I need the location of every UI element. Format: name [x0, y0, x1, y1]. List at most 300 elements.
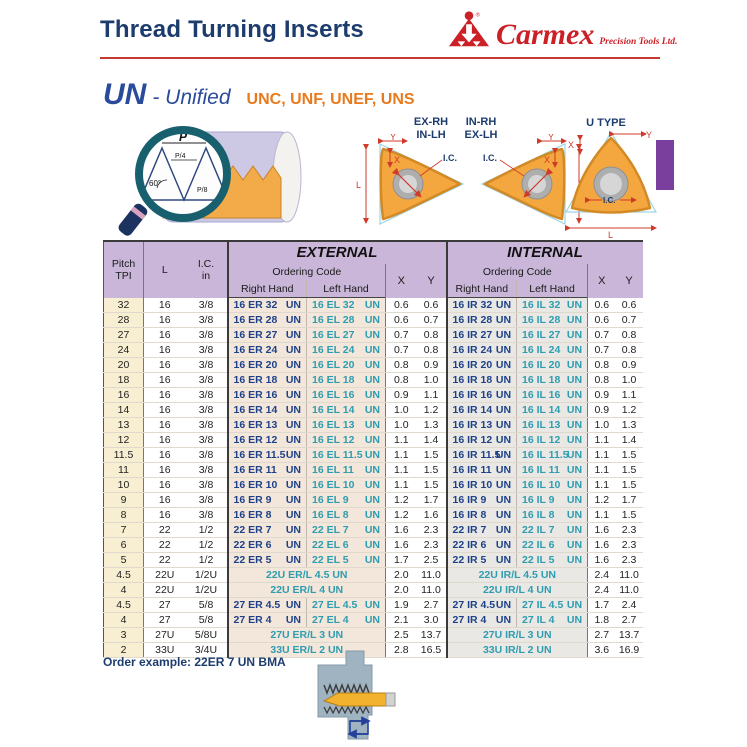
int-rh-code: 16 IR 12 UN [447, 433, 517, 448]
ext-lh-code: 16 EL 13 UN [307, 418, 386, 433]
pitch-cell: 11 [104, 463, 144, 478]
svg-text:I.C.: I.C. [443, 153, 458, 163]
ext-lh-code: 16 EL 12 UN [307, 433, 386, 448]
int-merged-code: 27U IR/L 3 UN [447, 628, 588, 643]
ext-ordering-code-header: Ordering Code [228, 264, 386, 280]
insert1-label: EX-RH IN-LH [413, 116, 449, 141]
ext-rh-code: 22 ER 5 UN [228, 553, 307, 568]
ic-cell: 1/2U [186, 583, 228, 598]
threading-operation-illustration [310, 645, 410, 745]
int-ordering-code-header: Ordering Code [447, 264, 588, 280]
svg-text:60°: 60° [149, 179, 162, 188]
int-x-cell: 1.1 [588, 478, 616, 493]
int-x-header: X [588, 264, 616, 298]
pitch-cell: 4 [104, 613, 144, 628]
ext-merged-code: 22U ER/L 4 UN [228, 583, 386, 598]
page-tab-marker [656, 140, 674, 190]
int-lh-code: 16 IL 13 UN [517, 418, 588, 433]
l-cell: 16 [144, 478, 186, 493]
ext-y-cell: 0.7 [417, 313, 447, 328]
ext-rh-code: 16 ER 9 UN [228, 493, 307, 508]
svg-text:I.C.: I.C. [603, 196, 616, 205]
ext-x-cell: 0.7 [386, 343, 417, 358]
pitch-cell: 24 [104, 343, 144, 358]
ext-x-cell: 1.6 [386, 538, 417, 553]
pitch-cell: 5 [104, 553, 144, 568]
pitch-cell: 6 [104, 538, 144, 553]
ext-x-cell: 1.1 [386, 433, 417, 448]
ext-x-cell: 1.0 [386, 418, 417, 433]
pitch-cell: 18 [104, 373, 144, 388]
ext-lh-code: 16 EL 11 UN [307, 463, 386, 478]
int-y-cell: 1.4 [616, 433, 643, 448]
pitch-cell: 4.5 [104, 598, 144, 613]
int-x-cell: 1.1 [588, 463, 616, 478]
l-cell: 16 [144, 298, 186, 313]
ext-lh-code: 16 EL 9 UN [307, 493, 386, 508]
int-y-cell: 0.9 [616, 358, 643, 373]
int-y-cell: 1.5 [616, 508, 643, 523]
ic-cell: 3/8 [186, 403, 228, 418]
int-rh-code: 22 IR 7 UN [447, 523, 517, 538]
int-y-cell: 0.8 [616, 328, 643, 343]
int-x-cell: 2.7 [588, 628, 616, 643]
int-rh-code: 27 IR 4.5 UN [447, 598, 517, 613]
int-y-cell: 0.8 [616, 343, 643, 358]
l-cell: 16 [144, 433, 186, 448]
svg-text:X: X [394, 155, 401, 165]
ic-cell: 1/2 [186, 523, 228, 538]
ic-cell: 3/4U [186, 643, 228, 658]
svg-text:P: P [179, 130, 188, 144]
ext-y-cell: 1.5 [417, 448, 447, 463]
ext-x-header: X [386, 264, 417, 298]
ext-y-cell: 1.5 [417, 463, 447, 478]
l-cell: 16 [144, 328, 186, 343]
ic-cell: 1/2 [186, 538, 228, 553]
ext-merged-code: 33U ER/L 2 UN [228, 643, 386, 658]
int-rh-code: 16 IR 27 UN [447, 328, 517, 343]
ext-lh-code: 16 EL 14 UN [307, 403, 386, 418]
ic-cell: 3/8 [186, 343, 228, 358]
int-x-cell: 2.4 [588, 568, 616, 583]
int-y-cell: 2.3 [616, 523, 643, 538]
ext-rh-code: 16 ER 11.5 UN [228, 448, 307, 463]
ic-cell: 3/8 [186, 313, 228, 328]
ext-x-cell: 2.8 [386, 643, 417, 658]
ext-x-cell: 0.7 [386, 328, 417, 343]
l-cell: 22 [144, 553, 186, 568]
ext-rh-code: 16 ER 12 UN [228, 433, 307, 448]
insert2-label: IN-RH EX-LH [464, 116, 498, 141]
ic-cell: 3/8 [186, 463, 228, 478]
int-right-hand-header: Right Hand [447, 280, 517, 298]
brand-name: Carmex [496, 18, 595, 51]
ext-rh-code: 16 ER 20 UN [228, 358, 307, 373]
ext-x-cell: 0.8 [386, 358, 417, 373]
ext-x-cell: 2.5 [386, 628, 417, 643]
pitch-cell: 14 [104, 403, 144, 418]
pitch-cell: 27 [104, 328, 144, 343]
int-rh-code: 16 IR 10 UN [447, 478, 517, 493]
ic-cell: 3/8 [186, 298, 228, 313]
ext-rh-code: 27 ER 4 UN [228, 613, 307, 628]
section-subtypes: UNC, UNF, UNEF, UNS [246, 91, 415, 108]
int-lh-code: 16 IL 32 UN [517, 298, 588, 313]
int-y-cell: 0.6 [616, 298, 643, 313]
section-code: UN [103, 78, 147, 111]
pitch-cell: 10 [104, 478, 144, 493]
ext-lh-code: 16 EL 16 UN [307, 388, 386, 403]
col-header-l: L [144, 241, 186, 298]
int-y-cell: 11.0 [616, 583, 643, 598]
int-y-cell: 1.1 [616, 388, 643, 403]
ext-rh-code: 16 ER 18 UN [228, 373, 307, 388]
int-x-cell: 1.2 [588, 493, 616, 508]
ext-lh-code: 16 EL 32 UN [307, 298, 386, 313]
int-merged-code: 22U IR/L 4 UN [447, 583, 588, 598]
int-y-cell: 1.7 [616, 493, 643, 508]
ext-y-cell: 1.3 [417, 418, 447, 433]
ext-x-cell: 1.0 [386, 403, 417, 418]
l-cell: 27 [144, 598, 186, 613]
page-title: Thread Turning Inserts [100, 16, 364, 43]
pitch-cell: 7 [104, 523, 144, 538]
ext-x-cell: 1.6 [386, 523, 417, 538]
pitch-cell: 3 [104, 628, 144, 643]
external-section-title: EXTERNAL [228, 241, 447, 264]
svg-text:I.C.: I.C. [483, 153, 498, 163]
int-lh-code: 16 IL 18 UN [517, 373, 588, 388]
svg-text:P/8: P/8 [197, 187, 208, 194]
ic-cell: 3/8 [186, 493, 228, 508]
ic-cell: 1/2U [186, 568, 228, 583]
int-rh-code: 16 IR 11.5 UN [447, 448, 517, 463]
ic-cell: 1/2 [186, 553, 228, 568]
int-rh-code: 16 IR 14 UN [447, 403, 517, 418]
ext-rh-code: 16 ER 8 UN [228, 508, 307, 523]
ext-y-cell: 2.7 [417, 598, 447, 613]
svg-text:X: X [544, 155, 551, 165]
ext-y-cell: 1.1 [417, 388, 447, 403]
ext-x-cell: 1.1 [386, 478, 417, 493]
int-rh-code: 16 IR 20 UN [447, 358, 517, 373]
ext-lh-code: 22 EL 5 UN [307, 553, 386, 568]
int-y-cell: 1.5 [616, 448, 643, 463]
ext-y-cell: 0.9 [417, 358, 447, 373]
l-cell: 22U [144, 568, 186, 583]
ext-y-cell: 1.6 [417, 508, 447, 523]
pitch-cell: 11.5 [104, 448, 144, 463]
ext-y-cell: 0.8 [417, 328, 447, 343]
ic-cell: 3/8 [186, 373, 228, 388]
int-rh-code: 22 IR 6 UN [447, 538, 517, 553]
ext-y-cell: 2.3 [417, 523, 447, 538]
ext-y-cell: 13.7 [417, 628, 447, 643]
ext-x-cell: 0.6 [386, 298, 417, 313]
int-y-cell: 0.7 [616, 313, 643, 328]
int-y-cell: 1.5 [616, 478, 643, 493]
ic-cell: 3/8 [186, 448, 228, 463]
brand-logo [446, 10, 677, 50]
ic-cell: 3/8 [186, 418, 228, 433]
ext-lh-code: 16 EL 28 UN [307, 313, 386, 328]
ext-lh-code: 22 EL 6 UN [307, 538, 386, 553]
l-cell: 16 [144, 373, 186, 388]
int-lh-code: 27 IL 4.5 UN [517, 598, 588, 613]
svg-text:X: X [568, 140, 575, 150]
int-x-cell: 0.6 [588, 298, 616, 313]
ext-y-cell: 1.2 [417, 403, 447, 418]
int-x-cell: 0.8 [588, 373, 616, 388]
int-lh-code: 16 IL 11.5 UN [517, 448, 588, 463]
int-y-cell: 1.0 [616, 373, 643, 388]
ext-x-cell: 1.2 [386, 493, 417, 508]
int-x-cell: 0.9 [588, 403, 616, 418]
int-x-cell: 1.1 [588, 508, 616, 523]
order-example: Order example: 22ER 7 UN BMA [103, 655, 286, 669]
ext-lh-code: 22 EL 7 UN [307, 523, 386, 538]
ext-y-cell: 0.8 [417, 343, 447, 358]
ext-y-cell: 1.4 [417, 433, 447, 448]
l-cell: 16 [144, 493, 186, 508]
pitch-cell: 4.5 [104, 568, 144, 583]
ext-rh-code: 22 ER 7 UN [228, 523, 307, 538]
ext-x-cell: 1.7 [386, 553, 417, 568]
col-header-pitch: Pitch TPI [104, 241, 144, 298]
ic-cell: 3/8 [186, 388, 228, 403]
l-cell: 16 [144, 388, 186, 403]
insert-table-wrapper [103, 240, 643, 658]
pitch-cell: 28 [104, 313, 144, 328]
int-rh-code: 16 IR 18 UN [447, 373, 517, 388]
ic-cell: 3/8 [186, 433, 228, 448]
insert-table [103, 240, 643, 658]
int-x-cell: 1.7 [588, 598, 616, 613]
ext-lh-code: 16 EL 27 UN [307, 328, 386, 343]
pitch-cell: 4 [104, 583, 144, 598]
ext-rh-code: 16 ER 13 UN [228, 418, 307, 433]
int-rh-code: 16 IR 24 UN [447, 343, 517, 358]
ext-y-header: Y [417, 264, 447, 298]
col-header-ic: I.C. in [186, 241, 228, 298]
int-x-cell: 2.4 [588, 583, 616, 598]
ic-cell: 3/8 [186, 478, 228, 493]
int-x-cell: 0.7 [588, 343, 616, 358]
carmex-emblem-icon [446, 10, 492, 50]
ext-rh-code: 16 ER 24 UN [228, 343, 307, 358]
svg-text:Y: Y [390, 134, 397, 142]
int-lh-code: 16 IL 11 UN [517, 463, 588, 478]
int-y-cell: 2.3 [616, 553, 643, 568]
int-x-cell: 0.7 [588, 328, 616, 343]
ext-merged-code: 27U ER/L 3 UN [228, 628, 386, 643]
insert3-label: U TYPE [586, 117, 626, 129]
l-cell: 16 [144, 313, 186, 328]
l-cell: 33U [144, 643, 186, 658]
int-y-header: Y [616, 264, 643, 298]
int-lh-code: 16 IL 16 UN [517, 388, 588, 403]
int-y-cell: 2.7 [616, 613, 643, 628]
pitch-cell: 20 [104, 358, 144, 373]
int-lh-code: 16 IL 14 UN [517, 403, 588, 418]
int-rh-code: 27 IR 4 UN [447, 613, 517, 628]
ext-y-cell: 11.0 [417, 583, 447, 598]
ext-y-cell: 2.3 [417, 538, 447, 553]
pitch-cell: 32 [104, 298, 144, 313]
ext-rh-code: 27 ER 4.5 UN [228, 598, 307, 613]
ic-cell: 5/8 [186, 598, 228, 613]
ic-cell: 3/8 [186, 508, 228, 523]
int-lh-code: 22 IL 5 UN [517, 553, 588, 568]
int-lh-code: 16 IL 10 UN [517, 478, 588, 493]
int-lh-code: 16 IL 20 UN [517, 358, 588, 373]
int-x-cell: 1.0 [588, 418, 616, 433]
ext-merged-code: 22U ER/L 4.5 UN [228, 568, 386, 583]
ext-x-cell: 1.1 [386, 463, 417, 478]
l-cell: 22 [144, 538, 186, 553]
ic-cell: 5/8U [186, 628, 228, 643]
ext-x-cell: 1.2 [386, 508, 417, 523]
l-cell: 16 [144, 508, 186, 523]
pitch-cell: 12 [104, 433, 144, 448]
int-x-cell: 3.6 [588, 643, 616, 658]
svg-text:L: L [608, 230, 614, 240]
l-cell: 16 [144, 448, 186, 463]
ext-x-cell: 1.9 [386, 598, 417, 613]
ext-y-cell: 1.5 [417, 478, 447, 493]
ext-y-cell: 1.7 [417, 493, 447, 508]
int-lh-code: 27 IL 4 UN [517, 613, 588, 628]
int-left-hand-header: Left Hand [517, 280, 588, 298]
ext-rh-code: 22 ER 6 UN [228, 538, 307, 553]
ext-right-hand-header: Right Hand [228, 280, 307, 298]
ext-rh-code: 16 ER 32 UN [228, 298, 307, 313]
ext-x-cell: 1.1 [386, 448, 417, 463]
ext-lh-code: 16 EL 10 UN [307, 478, 386, 493]
int-x-cell: 0.9 [588, 388, 616, 403]
int-rh-code: 16 IR 28 UN [447, 313, 517, 328]
int-x-cell: 1.1 [588, 448, 616, 463]
pitch-cell: 16 [104, 388, 144, 403]
int-x-cell: 1.6 [588, 523, 616, 538]
internal-section-title: INTERNAL [447, 241, 643, 264]
int-rh-code: 22 IR 5 UN [447, 553, 517, 568]
int-x-cell: 1.6 [588, 553, 616, 568]
pitch-cell: 2 [104, 643, 144, 658]
ext-x-cell: 0.8 [386, 373, 417, 388]
ext-rh-code: 16 ER 28 UN [228, 313, 307, 328]
svg-text:®: ® [475, 12, 480, 19]
insert-diagram-u-type [560, 126, 662, 240]
ext-lh-code: 16 EL 20 UN [307, 358, 386, 373]
int-lh-code: 16 IL 12 UN [517, 433, 588, 448]
int-x-cell: 1.1 [588, 433, 616, 448]
int-lh-code: 16 IL 28 UN [517, 313, 588, 328]
int-y-cell: 1.5 [616, 463, 643, 478]
ext-rh-code: 16 ER 16 UN [228, 388, 307, 403]
insert-diagram-ex-rh [350, 134, 475, 236]
ext-rh-code: 16 ER 10 UN [228, 478, 307, 493]
int-y-cell: 13.7 [616, 628, 643, 643]
pitch-cell: 13 [104, 418, 144, 433]
int-lh-code: 22 IL 6 UN [517, 538, 588, 553]
ic-cell: 3/8 [186, 358, 228, 373]
int-merged-code: 22U IR/L 4.5 UN [447, 568, 588, 583]
ext-y-cell: 3.0 [417, 613, 447, 628]
brand-suffix: Precision Tools Ltd. [599, 37, 678, 47]
ext-lh-code: 16 EL 24 UN [307, 343, 386, 358]
svg-text:Y: Y [646, 130, 653, 140]
int-merged-code: 33U IR/L 2 UN [447, 643, 588, 658]
int-rh-code: 16 IR 32 UN [447, 298, 517, 313]
int-lh-code: 16 IL 24 UN [517, 343, 588, 358]
ext-lh-code: 16 EL 8 UN [307, 508, 386, 523]
ic-cell: 5/8 [186, 613, 228, 628]
ext-rh-code: 16 ER 14 UN [228, 403, 307, 418]
int-lh-code: 16 IL 27 UN [517, 328, 588, 343]
l-cell: 16 [144, 358, 186, 373]
svg-text:L: L [356, 180, 362, 190]
ext-rh-code: 16 ER 27 UN [228, 328, 307, 343]
int-lh-code: 16 IL 9 UN [517, 493, 588, 508]
int-rh-code: 16 IR 13 UN [447, 418, 517, 433]
ext-x-cell: 2.0 [386, 568, 417, 583]
int-x-cell: 0.8 [588, 358, 616, 373]
svg-text:P/4: P/4 [175, 153, 186, 160]
int-y-cell: 2.3 [616, 538, 643, 553]
ext-x-cell: 2.0 [386, 583, 417, 598]
ext-y-cell: 2.5 [417, 553, 447, 568]
ext-x-cell: 2.1 [386, 613, 417, 628]
ext-y-cell: 1.0 [417, 373, 447, 388]
pitch-cell: 8 [104, 508, 144, 523]
int-y-cell: 1.2 [616, 403, 643, 418]
ext-y-cell: 16.5 [417, 643, 447, 658]
ic-cell: 3/8 [186, 328, 228, 343]
int-y-cell: 2.4 [616, 598, 643, 613]
int-y-cell: 11.0 [616, 568, 643, 583]
ext-lh-code: 27 EL 4.5 UN [307, 598, 386, 613]
int-rh-code: 16 IR 8 UN [447, 508, 517, 523]
int-x-cell: 1.8 [588, 613, 616, 628]
pitch-cell: 9 [104, 493, 144, 508]
l-cell: 27 [144, 613, 186, 628]
ext-lh-code: 27 EL 4 UN [307, 613, 386, 628]
l-cell: 22U [144, 583, 186, 598]
section-heading [103, 78, 415, 112]
l-cell: 22 [144, 523, 186, 538]
ext-lh-code: 16 EL 18 UN [307, 373, 386, 388]
int-x-cell: 1.6 [588, 538, 616, 553]
ext-y-cell: 11.0 [417, 568, 447, 583]
ext-lh-code: 16 EL 11.5 UN [307, 448, 386, 463]
ext-x-cell: 0.6 [386, 313, 417, 328]
header-divider [100, 57, 660, 59]
int-rh-code: 16 IR 9 UN [447, 493, 517, 508]
l-cell: 16 [144, 418, 186, 433]
int-lh-code: 16 IL 8 UN [517, 508, 588, 523]
int-y-cell: 16.9 [616, 643, 643, 658]
int-x-cell: 0.6 [588, 313, 616, 328]
int-lh-code: 22 IL 7 UN [517, 523, 588, 538]
int-y-cell: 1.3 [616, 418, 643, 433]
l-cell: 16 [144, 403, 186, 418]
ext-y-cell: 0.6 [417, 298, 447, 313]
ext-rh-code: 16 ER 11 UN [228, 463, 307, 478]
ext-x-cell: 0.9 [386, 388, 417, 403]
int-rh-code: 16 IR 11 UN [447, 463, 517, 478]
